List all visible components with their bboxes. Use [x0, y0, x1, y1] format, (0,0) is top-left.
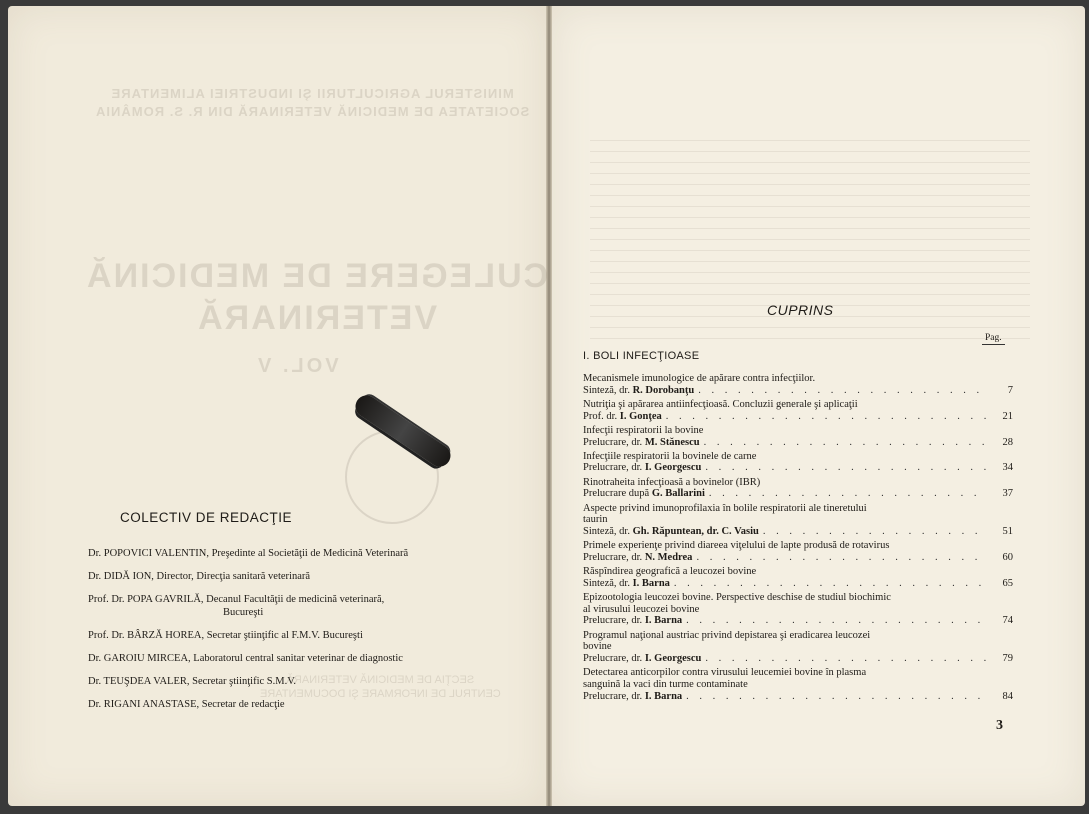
- ghost-title-text: [85, 255, 548, 339]
- ghost-title-line1: CULEGERE DE MEDICINĂ: [85, 257, 549, 295]
- board-member: [88, 698, 538, 711]
- toc-entry-title: Răspîndirea geografică a leucozei bovine: [583, 566, 757, 578]
- board-member: [88, 629, 538, 642]
- toc-entry-page: 7: [1007, 384, 1013, 396]
- toc-entry: [583, 592, 1013, 627]
- toc-entry-title: Aspecte privind imunoprofilaxia în bolile respiratorii ale tineretului: [583, 502, 867, 514]
- toc-entry-title: Programul naţional austriac privind depistarea şi eradicarea leucozei: [583, 629, 871, 641]
- toc-entry-author: Prelucrare, dr. I. Barna: [583, 615, 683, 627]
- toc-entry-title: Rinotraheita infecţioasă a bovinelor (IBR): [583, 476, 761, 488]
- toc-entry-page: 79: [1002, 652, 1013, 664]
- toc-entry-page: 84: [1002, 690, 1013, 702]
- toc-entry-author: Prelucrare, dr. N. Medrea: [583, 551, 693, 563]
- toc-entry-author-line: [583, 488, 1013, 500]
- toc-entry-page: 34: [1002, 462, 1013, 474]
- toc-list: [583, 373, 1013, 705]
- ghost-title-line2: VETERINARĂ: [196, 299, 438, 337]
- toc-entry-page: 51: [1002, 525, 1013, 537]
- toc-entry-title-cont: taurin: [583, 514, 608, 526]
- toc-entry-title: Epizootologia leucozei bovine. Perspective deschise de studiul biochimic: [583, 591, 891, 603]
- toc-leader-dots: [696, 552, 987, 564]
- ghost-ministry-line2: SOCIETATEA DE MEDICINĂ VETERINARĂ DIN R. S. ROMÂNIA: [95, 104, 530, 119]
- toc-entry-title-cont: bovine: [583, 641, 612, 653]
- toc-entry-author: Prelucrare, dr. I. Barna: [583, 690, 683, 702]
- toc-leader-dots: [698, 385, 987, 397]
- toc-leader-dots: [666, 411, 987, 423]
- toc-leader-dots: [674, 578, 987, 590]
- toc-entry-author-line: [583, 552, 1013, 564]
- toc-entry-author: Sinteză, dr. I. Barna: [583, 577, 670, 589]
- toc-entry-title: Mecanismele imunologice de apărare contra infecţiilor.: [583, 373, 816, 384]
- toc-leader-dots: [704, 437, 987, 449]
- board-member-line: Dr. TEUŞDEA VALER, Secretar ştiinţific S.M.V.: [88, 676, 297, 687]
- toc-entry-author: Prelucrare, dr. I. Georgescu: [583, 652, 702, 664]
- toc-entry: [583, 451, 1013, 474]
- ghost-footer-line1: SECŢIA DE MEDICINĂ VETERINARĂ: [286, 674, 475, 686]
- toc-entry-author: Prof. dr. I. Gonţea: [583, 410, 662, 422]
- toc-section-title: I. BOLI INFECŢIOASE: [583, 350, 700, 362]
- toc-entry-author: Prelucrare după G. Ballarini: [583, 488, 705, 500]
- toc-entry-author-line: [583, 462, 1013, 474]
- ghost-ministry-text: [95, 85, 529, 121]
- ghost-ministry-line1: MINISTERUL AGRICULTURII ŞI INDUSTRIEI ALIMENTARE: [110, 86, 514, 101]
- toc-entry-page: 60: [1002, 551, 1013, 563]
- board-member-line: Dr. POPOVICI VALENTIN, Preşedinte al Societăţii de Medicină Veterinară: [88, 548, 409, 559]
- editorial-board-heading: COLECTIV DE REDACŢIE: [120, 510, 293, 525]
- toc-entry-author-line: [583, 615, 1013, 627]
- toc-entry-author-line: [583, 691, 1013, 703]
- toc-entry: [583, 566, 1013, 589]
- board-member-line: Dr. RIGANI ANASTASE, Secretar de redacţie: [88, 699, 285, 710]
- toc-entry: [583, 425, 1013, 448]
- toc-entry: [583, 540, 1013, 563]
- toc-entry-author-line: [583, 526, 1013, 538]
- editorial-board: [88, 510, 538, 721]
- toc-entry-title: Infecţii respiratorii la bovine: [583, 424, 704, 436]
- toc-entry: [583, 667, 1013, 702]
- toc-leader-dots: [763, 526, 987, 538]
- board-member-line: Prof. Dr. POPA GAVRILĂ, Decanul Facultăţii de medicină veterinară,: [88, 594, 385, 605]
- ghost-volume-text: VOL. V: [255, 355, 339, 377]
- ghost-footer-line2: CENTRUL DE INFORMARE ŞI DOCUMENTARE: [260, 688, 501, 700]
- toc-title: CUPRINS: [767, 302, 834, 318]
- toc-entry-author-line: [583, 653, 1013, 665]
- toc-entry-title: Detectarea anticorpilor contra virusului leucemiei bovine în plasma: [583, 667, 867, 679]
- toc-entry-title: Primele experienţe privind diareea viţelului de lapte produsă de rotavirus: [583, 540, 890, 552]
- board-member-line: Dr. GAROIU MIRCEA, Laboratorul central sanitar veterinar de diagnostic: [88, 653, 403, 664]
- toc-entry-author: Prelucrare, dr. I. Georgescu: [583, 462, 702, 474]
- toc-entry-page: 21: [1002, 410, 1013, 422]
- toc-entry-author-line: [583, 385, 1013, 397]
- toc-entry: [583, 373, 1013, 396]
- toc-entry: [583, 399, 1013, 422]
- board-member-line: Dr. DIDĂ ION, Director, Direcţia sanitară veterinară: [88, 571, 311, 582]
- toc-entry-page: 28: [1002, 436, 1013, 448]
- toc-entry-page: 74: [1002, 615, 1013, 627]
- board-member-line: Prof. Dr. BÂRZĂ HOREA, Secretar ştiinţific al F.M.V. Bucureşti: [88, 630, 363, 641]
- toc-entry-title-cont: al virusului leucozei bovine: [583, 603, 700, 615]
- toc-entry-title: Nutriţia şi apărarea antiinfecţioasă. Concluzii generale şi aplicaţii: [583, 398, 858, 410]
- toc-leader-dots: [705, 462, 987, 474]
- board-member: [88, 570, 538, 583]
- toc-entry-page: 37: [1002, 488, 1013, 500]
- toc-entry-author: Prelucrare, dr. M. Stănescu: [583, 436, 700, 448]
- toc-entry: [583, 477, 1013, 500]
- board-member: [88, 593, 538, 619]
- toc-entry-author-line: [583, 437, 1013, 449]
- toc-entry-author: Sinteză, dr. R. Dorobanţu: [583, 384, 695, 396]
- toc-entry-title: Infecţiile respiratorii la bovinele de carne: [583, 450, 757, 462]
- board-member: [88, 675, 538, 688]
- toc-entry-author-line: [583, 578, 1013, 590]
- toc-entry-author-line: [583, 411, 1013, 423]
- toc-entry-page: 65: [1002, 577, 1013, 589]
- toc-leader-dots: [709, 488, 987, 500]
- toc-leader-dots: [705, 653, 987, 665]
- toc-entry-author: Sinteză, dr. Gh. Răpuntean, dr. C. Vasiu: [583, 525, 759, 537]
- toc-page-column-label: Pag.: [982, 333, 1005, 345]
- toc-entry: [583, 503, 1013, 538]
- toc-entry: [583, 630, 1013, 665]
- board-member-line-cont: Bucureşti: [223, 607, 264, 618]
- board-member: [88, 652, 538, 665]
- toc-leader-dots: [686, 691, 987, 703]
- page-number: 3: [996, 718, 1003, 733]
- toc-entry-title-cont: sanguină la vaci din turme contaminate: [583, 678, 748, 690]
- toc-leader-dots: [686, 615, 987, 627]
- board-member: [88, 547, 538, 560]
